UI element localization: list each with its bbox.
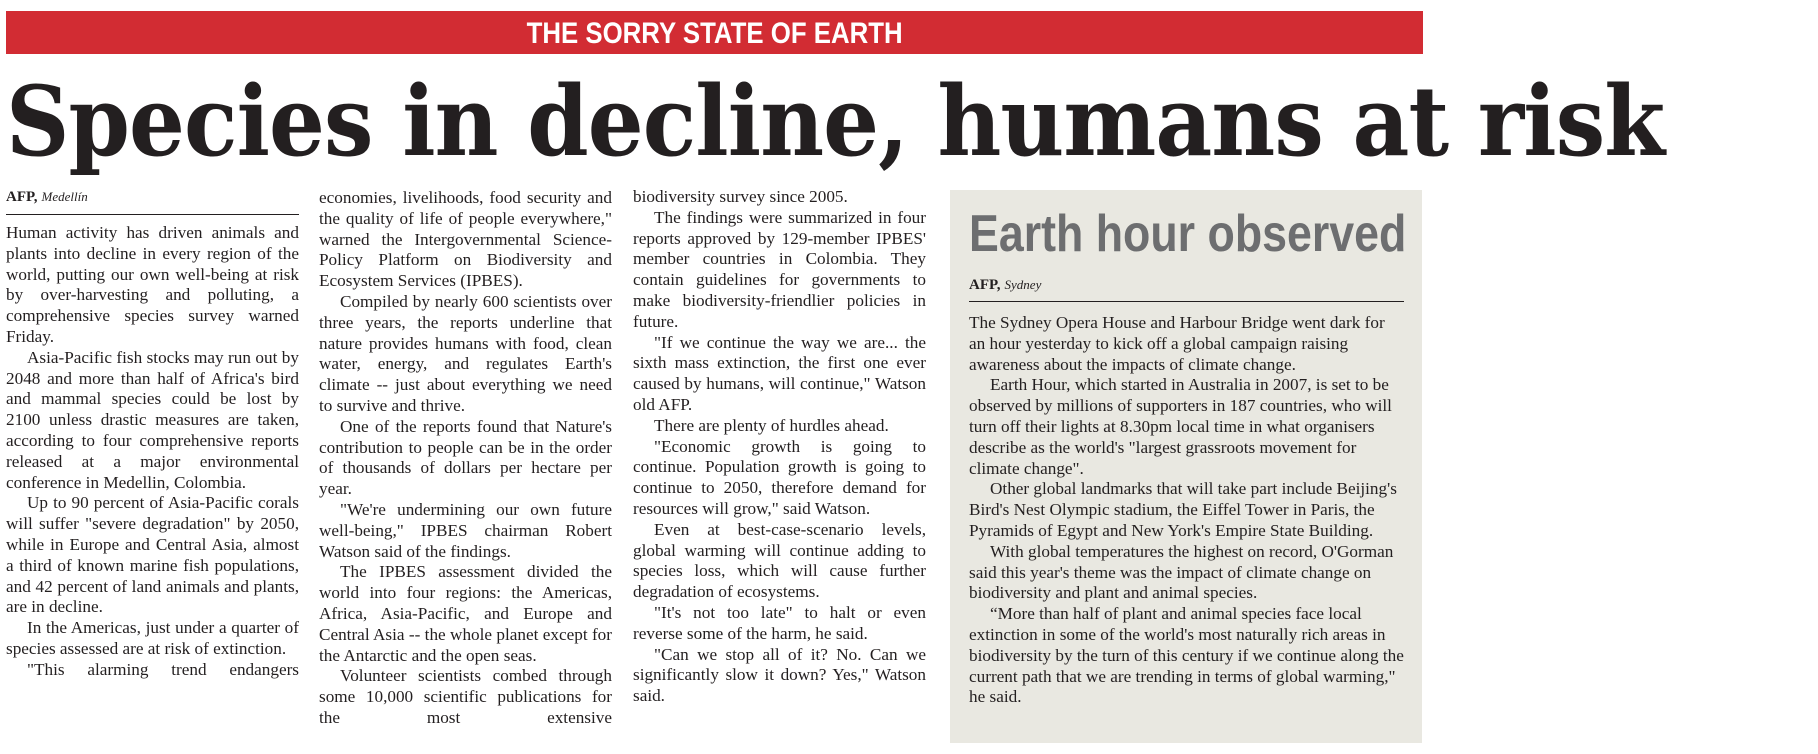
sidebar-byline: [969, 276, 1404, 302]
paragraph: Human activity has driven animals and plants into decline in every region of the world, putting our own well-being at risk by over-harvesting and polluting, a comprehensive species survey warned Friday.: [6, 223, 299, 346]
paragraph: "Economic growth is going to continue. Population growth is going to continue to 2050, therefore demand for resources will grow," said Watson.: [633, 436, 926, 518]
paragraph: With global temperatures the highest on record, O'Gorman said this year's theme was the impact of climate change on biodiversity and plant and animal species.: [969, 541, 1394, 603]
paragraph: Volunteer scientists combed through some 10,000 scientific publications for the most extensive: [319, 666, 612, 727]
paragraph: In the Americas, just under a quarter of species assessed are at risk of extinction.: [6, 618, 299, 658]
paragraph: The Sydney Opera House and Harbour Bridge went dark for an hour yesterday to kick off a global campaign raising awareness about the impacts of climate change.: [969, 313, 1385, 374]
article-column-2: [319, 188, 612, 729]
paragraph: "We're undermining our own future well-being," IPBES chairman Robert Watson said of the findings.: [319, 499, 612, 561]
paragraph: "If we continue the way we are... the sixth mass extinction, the first one ever caused by humans, will continue," Watson old AFP.: [633, 332, 926, 414]
byline-agency: AFP,: [6, 189, 38, 205]
paragraph: “More than half of plant and animal species face local extinction in some of the world's most naturally rich areas in biodiversity by the turn of this century if we continue along the current path that we are trending in terms of global warming," he said.: [969, 604, 1404, 707]
article-column-1: [6, 188, 299, 681]
paragraph: "Can we stop all of it? No. Can we significantly slow it down? Yes," Watson said.: [633, 644, 926, 706]
paragraph: Even at best-case-scenario levels, global warming will continue adding to species loss, which will cause further degradation of ecosystems.: [633, 519, 926, 602]
paragraph: biodiversity survey since 2005.: [633, 187, 848, 206]
article-byline: [6, 188, 299, 215]
paragraph: One of the reports found that Nature's contribution to people can be in the order of thousands of dollars per hectare per year.: [319, 416, 612, 499]
paragraph: Compiled by nearly 600 scientists over three years, the reports underline that nature provides humans with food, clean water, energy, and regulates Earth's climate -- just about everything we need to survive and thrive.: [319, 291, 612, 415]
paragraph: Earth Hour, which started in Australia in 2007, is set to be observed by millions of supporters in 187 countries, who will turn off their lights at 8.30pm local time in what organisers describe as the world's "largest grassroots movement for climate change".: [969, 375, 1392, 478]
sidebar-body: [969, 313, 1404, 708]
paragraph: "It's not too late" to halt or even reverse some of the harm, he said.: [633, 602, 926, 643]
byline-place: Sydney: [1004, 277, 1042, 292]
article-headline: [6, 65, 1665, 178]
article-headline-text: Species in decline, humans at risk: [6, 65, 1665, 178]
sidebar-title-text: Earth hour observed: [969, 205, 1407, 263]
byline-place: Medellín: [41, 189, 88, 204]
article-column-3: [633, 187, 926, 707]
paragraph: The IPBES assessment divided the world into four regions: the Americas, Africa, Asia-Pacific, and Europe and Central Asia -- the whole planet except for the Antarctic and the open seas.: [319, 562, 612, 665]
byline-agency: AFP,: [969, 277, 1001, 293]
paragraph: Other global landmarks that will take part include Beijing's Bird's Nest Olympic stadium, the Eiffel Tower in Paris, the Pyramids of Egypt and New York's Empire State Building.: [969, 479, 1397, 540]
paragraph: "This alarming trend endangers: [27, 659, 299, 679]
paragraph: There are plenty of hurdles ahead.: [654, 415, 889, 435]
paragraph: Up to 90 percent of Asia-Pacific corals will suffer "severe degradation" by 2050, while in Europe and Central Asia, almost a third of known marine fish populations, and 42 percent of land animals and plants, are in decline.: [6, 493, 299, 617]
sidebar-box: [950, 190, 1422, 743]
sidebar-title: [969, 198, 1407, 270]
paragraph: economies, livelihoods, food security and the quality of life of people everywhere," warned the Intergovernmental Science-Policy Platform on Biodiversity and Ecosystem Services (IPBES).: [319, 188, 612, 291]
section-banner-label: THE SORRY STATE OF EARTH: [526, 17, 903, 50]
section-banner: [6, 11, 1423, 54]
paragraph: Asia-Pacific fish stocks may run out by 2048 and more than half of Africa's bird and mammal species could be lost by 2100 unless drastic measures are taken, according to four comprehensive reports released at a major environmental conference in Medellin, Colombia.: [6, 347, 299, 492]
paragraph: The findings were summarized in four reports approved by 129-member IPBES' member countries in Colombia. They contain guidelines for governments to make biodiversity-friendlier policies in future.: [633, 207, 926, 331]
